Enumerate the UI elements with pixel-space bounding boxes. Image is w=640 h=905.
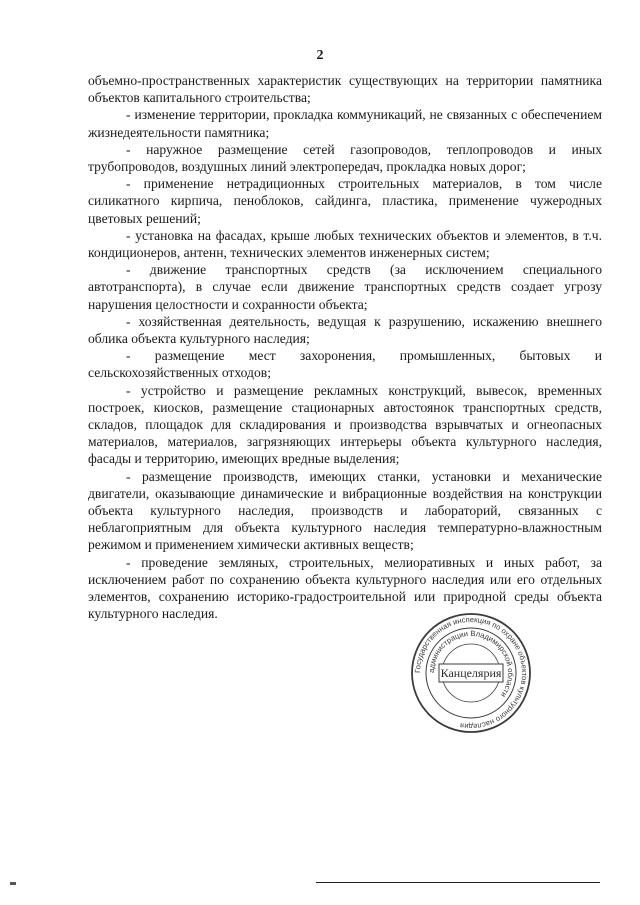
stamp-outer-text: Государственная инспекция по охране объектов культурного наследия: [412, 614, 530, 732]
list-item: - установка на фасадах, крыше любых технических объектов и элементов, в т.ч. кондиционеров, антенн, технических элементов инженерных систем;: [88, 227, 602, 261]
list-item: - применение нетрадиционных строительных материалов, в том числе силикатного кирпича, пеноблоков, сайдинга, пластика, применение чужеродных цветовых решений;: [88, 176, 602, 226]
scan-mark: [10, 882, 16, 885]
list-item: - размещение мест захоронения, промышленных, бытовых и сельскохозяйственных отходов;: [88, 348, 602, 381]
list-item: - устройство и размещение рекламных конструкций, вывесок, временных построек, киосков, размещение стационарных автостоянок транспортных средств, складов, площадок для складирования и производства взрывчатых и огнеопасных материалов, материалов, загрязняющих интерьеры объекта культурного наследия, фасады и территорию, имеющих вредные выделения;: [88, 382, 602, 467]
list-item: - хозяйственная деятельность, ведущая к разрушению, искажению внешнего облика объекта культурного наследия;: [88, 313, 602, 347]
document-body: [88, 72, 602, 623]
list-item: - наружное размещение сетей газопроводов, теплопроводов и иных трубопроводов, воздушных линий электропередач, прокладка новых дорог;: [88, 141, 602, 175]
official-stamp: [410, 612, 532, 734]
stamp-inner-text: администрации Владимирской области: [426, 628, 516, 700]
list-item: - изменение территории, прокладка коммуникаций, не связанных с обеспечением жизнедеятельности памятника;: [88, 107, 602, 140]
footer-rule: [316, 882, 600, 883]
paragraph-continuation: объемно-пространственных характеристик существующих на территории памятника объектов капитального строительства;: [88, 73, 602, 106]
stamp-center-text: Канцелярия: [440, 666, 502, 680]
list-item: - размещение производств, имеющих станки, установки и механические двигатели, оказывающие динамические и вибрационные воздействия на конструкции объекта культурного наследия, производств и лабораторий, связанных с неблагоприятным для объекта культурного наследия температурно-влажностным режимом и применением химически активных веществ;: [88, 468, 602, 553]
list-item: - проведение земляных, строительных, мелиоративных и иных работ, за исключением работ по сохранению объекта культурного наследия или его отдельных элементов, сохранению историко-градостроительной или природной среды объекта культурного наследия.: [88, 554, 602, 622]
page-number: 2: [316, 48, 324, 63]
list-item: - движение транспортных средств (за исключением специального автотранспорта), в случае если движение транспортных средств создает угрозу нарушения целостности и сохранности объекта;: [88, 262, 602, 312]
